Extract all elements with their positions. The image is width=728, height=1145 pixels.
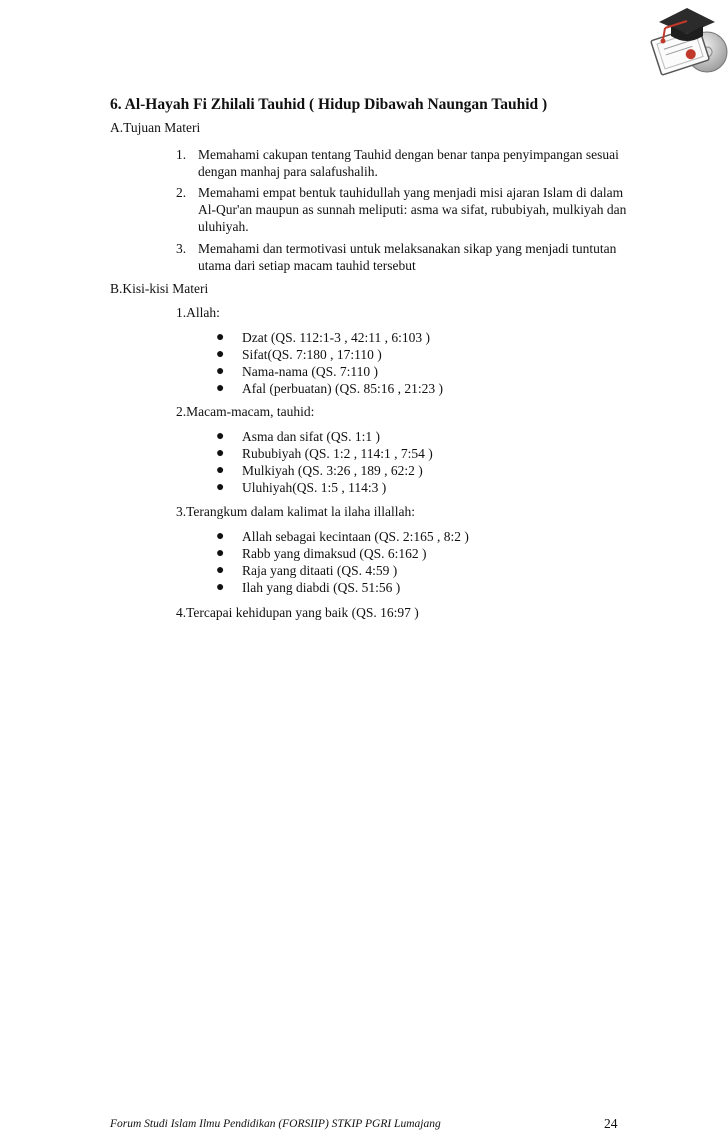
objective-item [176,146,638,180]
list-item: ● Nama-nama (QS. 7:110 ) [216,364,378,379]
objective-text: Memahami empat bentuk tauhidullah yang menjadi misi ajaran Islam di dalam Al-Qur'an maupun as sunnah meliputi: asma wa sifat, rububiyah, mulkiyah dan uluhiyah. [198,185,627,234]
objective-item [176,240,638,274]
list-item: ● Raja yang ditaati (QS. 4:59 ) [216,563,398,578]
bullet-dot-icon: ● [216,330,225,345]
section-a-heading: A.Tujuan Materi [110,120,201,135]
list-item: ● Mulkiyah (QS. 3:26 , 189 , 62:2 ) [216,463,423,478]
bullet-dot-icon: ● [216,463,225,478]
list-item: ● Rabb yang dimaksud (QS. 6:162 ) [216,546,427,561]
objective-text: Memahami cakupan tentang Tauhid dengan benar tanpa penyimpangan sesuai dengan manhaj para salafushalih. [198,147,619,179]
bullet-dot-icon: ● [216,364,225,379]
bullet-dot-icon: ● [216,580,225,595]
objective-text: Memahami dan termotivasi untuk melaksanakan sikap yang menjadi tuntutan utama dari setiap macam tauhid tersebut [198,241,617,273]
bullet-dot-icon: ● [216,480,225,495]
bullet-dot-icon: ● [216,347,225,362]
graduation-certificate-icon [641,0,728,84]
list-item: ● Ilah yang diabdi (QS. 51:56 ) [216,580,401,595]
topic-label: 1.Allah: [176,305,220,320]
list-item: ● Asma dan sifat (QS. 1:1 ) [216,429,380,444]
objective-number: 2. [176,185,187,200]
list-item: ● Sifat(QS. 7:180 , 17:110 ) [216,347,382,362]
bullet-dot-icon: ● [216,429,225,444]
list-item: ● Afal (perbuatan) (QS. 85:16 , 21:23 ) [216,381,443,396]
topic-label: 3.Terangkum dalam kalimat la ilaha illallah: [176,504,415,519]
objective-item [176,184,638,235]
footer-text: Forum Studi Islam Ilmu Pendidikan (FORSIIP) STKIP PGRI Lumajang [110,1118,441,1130]
bullet-dot-icon: ● [216,446,225,461]
list-item: ● Dzat (QS. 112:1-3 , 42:11 , 6:103 ) [216,330,430,345]
topic-label: 4.Tercapai kehidupan yang baik (QS. 16:97 ) [176,605,419,620]
objective-number: 1. [176,147,187,162]
list-item: ● Uluhiyah(QS. 1:5 , 114:3 ) [216,480,387,495]
page-number: 24 [604,1116,618,1131]
bullet-dot-icon: ● [216,381,225,396]
topic-label: 2.Macam-macam, tauhid: [176,404,315,419]
section-b-heading: B.Kisi-kisi Materi [110,281,209,296]
bullet-dot-icon: ● [216,529,225,544]
bullet-dot-icon: ● [216,563,225,578]
page-title: 6. Al-Hayah Fi Zhilali Tauhid ( Hidup Dibawah Naungan Tauhid ) [110,96,548,113]
bullet-dot-icon: ● [216,546,225,561]
objective-number: 3. [176,241,187,256]
list-item: ● Allah sebagai kecintaan (QS. 2:165 , 8:2 ) [216,529,469,544]
list-item: ● Rububiyah (QS. 1:2 , 114:1 , 7:54 ) [216,446,433,461]
